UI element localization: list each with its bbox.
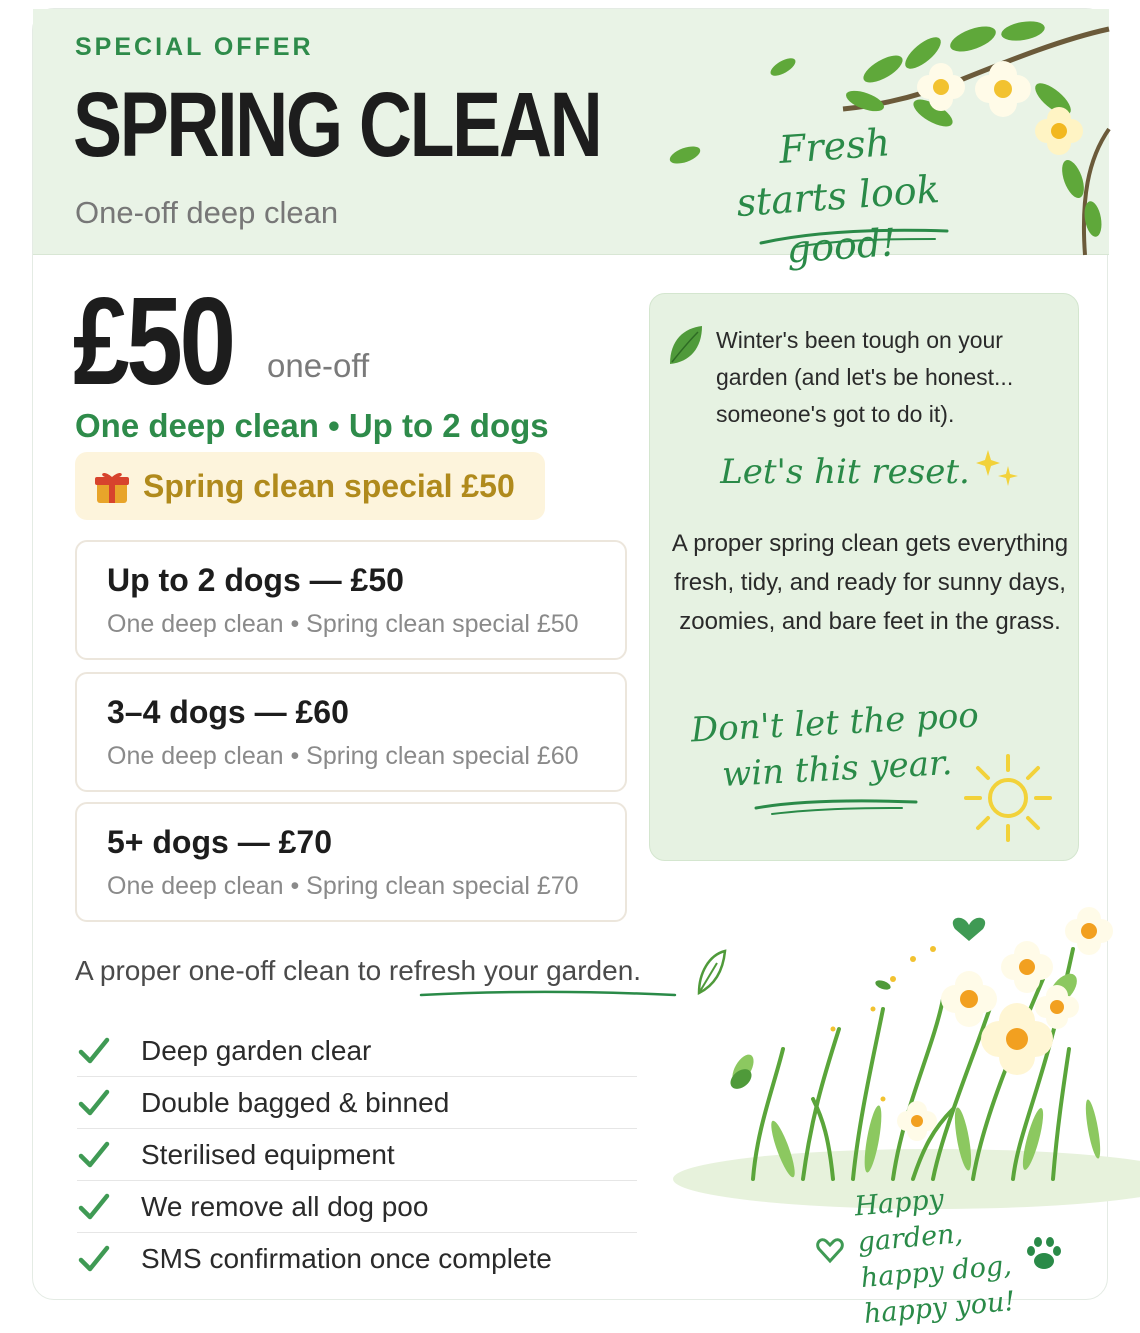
sparkle-icon (972, 446, 1022, 494)
check-icon (77, 1138, 111, 1172)
feature-label: Sterilised equipment (141, 1138, 395, 1170)
check-icon (77, 1086, 111, 1120)
features-intro: A proper one-off clean to refresh your garden. (75, 955, 642, 986)
tagline: Fresh starts look good! (735, 120, 941, 272)
promo-badge (75, 452, 545, 520)
feature-label: SMS confirmation once complete (141, 1243, 552, 1274)
heart-icon (815, 1235, 845, 1265)
panel-heading: Let's hit reset. (720, 452, 970, 492)
sun-icon (958, 748, 1058, 848)
check-icon (77, 1242, 111, 1276)
page-title: SPRING CLEAN (73, 74, 601, 176)
message-panel (649, 293, 1079, 861)
offer-summary: One deep clean • Up to 2 dogs (75, 407, 549, 444)
tier-subtitle: One deep clean • Spring clean special £50 (107, 610, 579, 638)
panel-body: A proper spring clean gets everything fresh, tidy, and ready for sunny days, zoomies, and bare feet in the grass. (671, 530, 1069, 635)
footer-note: Happy garden, happy dog, happy you! (853, 1183, 1017, 1331)
panel-callout: Don't let the poo win this year. (689, 695, 980, 795)
feature-item (77, 1077, 637, 1129)
feature-item (77, 1129, 637, 1181)
offer-header (33, 9, 1109, 272)
check-icon (77, 1190, 111, 1224)
tier-option[interactable] (75, 802, 627, 922)
tier-option[interactable] (75, 540, 627, 660)
gift-icon (93, 467, 131, 505)
feature-label: Double bagged & binned (141, 1086, 450, 1118)
daffodil-meadow-icon (633, 889, 1109, 1189)
tier-title: Up to 2 dogs — £50 (107, 562, 404, 598)
leaf-icon (666, 324, 706, 368)
tagline-underline-icon (755, 221, 955, 251)
price-unit: one-off (267, 347, 370, 384)
check-icon (77, 1034, 111, 1068)
page-subtitle: One-off deep clean (75, 195, 339, 230)
callout-underline-icon (752, 794, 922, 818)
feature-item (77, 1025, 637, 1077)
offer-card (32, 8, 1108, 1331)
tier-option[interactable] (75, 672, 627, 792)
feature-list (77, 1025, 637, 1285)
price-value: £50 (73, 273, 233, 411)
feature-item (77, 1233, 637, 1285)
tier-title: 3–4 dogs — £60 (107, 694, 349, 730)
tier-subtitle: One deep clean • Spring clean special £70 (107, 872, 579, 900)
feature-label: Deep garden clear (141, 1034, 372, 1066)
panel-intro: Winter's been tough on your garden (and let's be honest... someone's got to do it). (716, 327, 1014, 427)
promo-text: Spring clean special £50 (143, 467, 515, 504)
tier-title: 5+ dogs — £70 (107, 824, 332, 860)
feature-label: We remove all dog poo (141, 1190, 429, 1222)
feature-item (77, 1181, 637, 1233)
eyebrow-label: SPECIAL OFFER (75, 33, 314, 61)
tier-subtitle: One deep clean • Spring clean special £60 (107, 742, 579, 770)
paw-icon (1023, 1233, 1065, 1273)
